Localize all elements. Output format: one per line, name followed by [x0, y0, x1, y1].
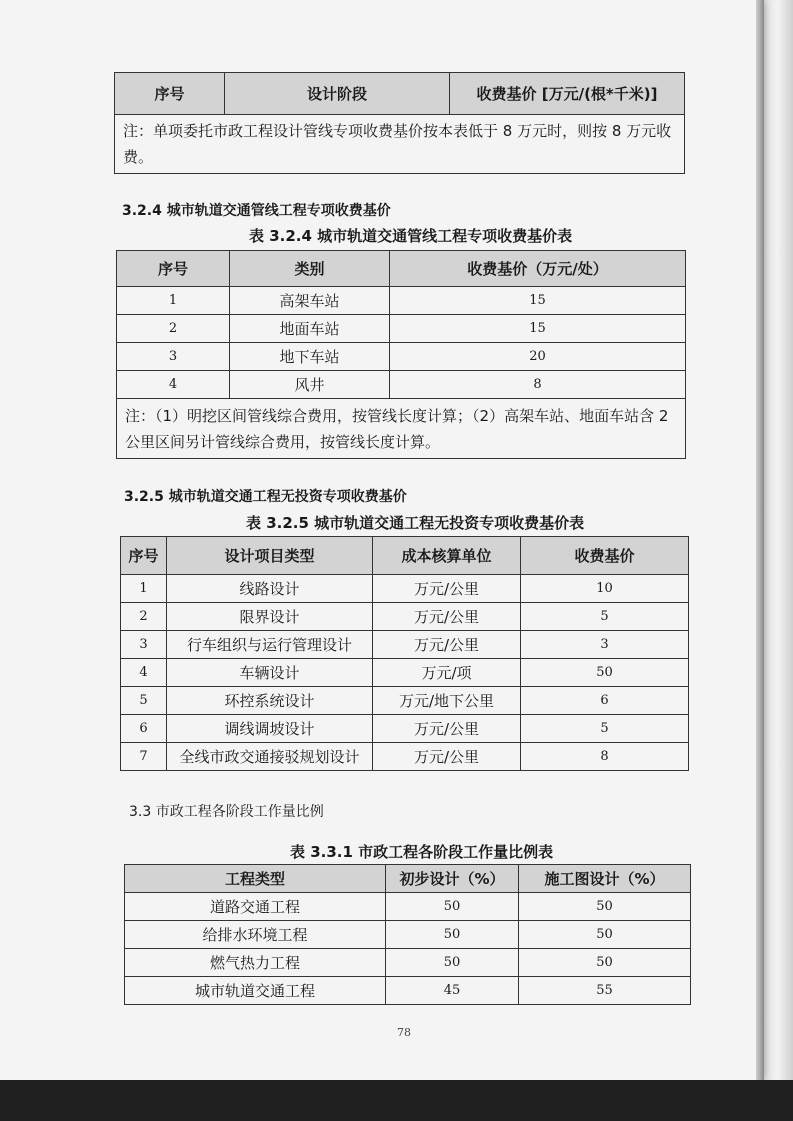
table-cell: 万元/公里 [373, 575, 521, 603]
table-row [125, 921, 691, 949]
table-cell: 50 [521, 659, 689, 687]
table-row [121, 743, 689, 771]
header-cell: 收费基价 [521, 537, 689, 575]
table-row [125, 977, 691, 1005]
table-cell: 20 [390, 343, 686, 371]
table-note: 注：（1）明挖区间管线综合费用，按管线长度计算；（2）高架车站、地面车站含 2 公里区间另计管线综合费用，按管线长度计算。 [117, 399, 686, 459]
section-heading: 3.2.4 城市轨道交通管线工程专项收费基价 [122, 203, 391, 219]
table-cell: 行车组织与运行管理设计 [167, 631, 373, 659]
table-cell: 3 [121, 631, 167, 659]
table-cell: 15 [390, 315, 686, 343]
table-cell: 10 [521, 575, 689, 603]
table-note: 注：单项委托市政工程设计管线专项收费基价按本表低于 8 万元时，则按 8 万元收费。 [115, 115, 685, 174]
table-cell: 风井 [230, 371, 390, 399]
table-cell: 5 [521, 715, 689, 743]
table-cell: 给排水环境工程 [125, 921, 386, 949]
header-cell: 设计项目类型 [167, 537, 373, 575]
table-row [121, 687, 689, 715]
header-cell: 序号 [115, 73, 225, 115]
table-cell: 1 [117, 287, 230, 315]
table-3-2-5 [120, 536, 689, 771]
table-cell: 8 [390, 371, 686, 399]
table-cell: 50 [386, 921, 519, 949]
header-cell: 收费基价 [万元/(根*千米)] [450, 73, 685, 115]
table-cell: 万元/项 [373, 659, 521, 687]
section-heading: 3.2.5 城市轨道交通工程无投资专项收费基价 [124, 489, 407, 505]
table-row [117, 371, 686, 399]
table-caption: 表 3.3.1 市政工程各阶段工作量比例表 [290, 843, 554, 861]
table-row [117, 343, 686, 371]
header-cell: 成本核算单位 [373, 537, 521, 575]
header-cell: 序号 [121, 537, 167, 575]
table-cell: 万元/地下公里 [373, 687, 521, 715]
table-row [125, 893, 691, 921]
table-design-stage [114, 72, 685, 174]
table-row [121, 659, 689, 687]
table-cell: 万元/公里 [373, 743, 521, 771]
table-cell: 50 [519, 949, 691, 977]
table-cell: 6 [121, 715, 167, 743]
table-row [121, 715, 689, 743]
table-cell: 限界设计 [167, 603, 373, 631]
table-cell: 2 [117, 315, 230, 343]
table-cell: 4 [121, 659, 167, 687]
header-cell: 序号 [117, 251, 230, 287]
table-cell: 3 [117, 343, 230, 371]
header-cell: 类别 [230, 251, 390, 287]
table-3-3-1 [124, 864, 691, 1005]
table-row [117, 315, 686, 343]
table-row [117, 287, 686, 315]
table-cell: 全线市政交通接驳规划设计 [167, 743, 373, 771]
scan-bottom-band [0, 1080, 793, 1121]
table-cell: 5 [521, 603, 689, 631]
table-cell: 6 [521, 687, 689, 715]
table-cell: 万元/公里 [373, 603, 521, 631]
table-cell: 万元/公里 [373, 631, 521, 659]
table-cell: 7 [121, 743, 167, 771]
table-cell: 环控系统设计 [167, 687, 373, 715]
table-cell: 45 [386, 977, 519, 1005]
table-cell: 万元/公里 [373, 715, 521, 743]
table-cell: 3 [521, 631, 689, 659]
table-cell: 车辆设计 [167, 659, 373, 687]
table-row [121, 603, 689, 631]
table-cell: 50 [519, 921, 691, 949]
table-caption: 表 3.2.4 城市轨道交通管线工程专项收费基价表 [249, 227, 573, 245]
table-cell: 1 [121, 575, 167, 603]
table-cell: 8 [521, 743, 689, 771]
page-edge [756, 0, 764, 1080]
header-cell: 收费基价（万元/处） [390, 251, 686, 287]
header-cell: 施工图设计（%） [519, 865, 691, 893]
table-cell: 燃气热力工程 [125, 949, 386, 977]
table-row [125, 949, 691, 977]
table-cell: 55 [519, 977, 691, 1005]
table-cell: 高架车站 [230, 287, 390, 315]
table-cell: 4 [117, 371, 230, 399]
table-cell: 地面车站 [230, 315, 390, 343]
table-cell: 线路设计 [167, 575, 373, 603]
table-row [121, 631, 689, 659]
table-cell: 15 [390, 287, 686, 315]
page-number: 78 [397, 1026, 411, 1039]
table-row [121, 575, 689, 603]
table-cell: 50 [519, 893, 691, 921]
table-cell: 道路交通工程 [125, 893, 386, 921]
table-cell: 城市轨道交通工程 [125, 977, 386, 1005]
table-cell: 地下车站 [230, 343, 390, 371]
table-3-2-4 [116, 250, 686, 459]
table-cell: 2 [121, 603, 167, 631]
header-cell: 初步设计（%） [386, 865, 519, 893]
header-cell: 工程类型 [125, 865, 386, 893]
table-cell: 调线调坡设计 [167, 715, 373, 743]
section-heading: 3.3 市政工程各阶段工作量比例 [129, 804, 324, 820]
header-cell: 设计阶段 [225, 73, 450, 115]
table-cell: 5 [121, 687, 167, 715]
table-cell: 50 [386, 949, 519, 977]
table-cell: 50 [386, 893, 519, 921]
table-caption: 表 3.2.5 城市轨道交通工程无投资专项收费基价表 [246, 514, 585, 532]
